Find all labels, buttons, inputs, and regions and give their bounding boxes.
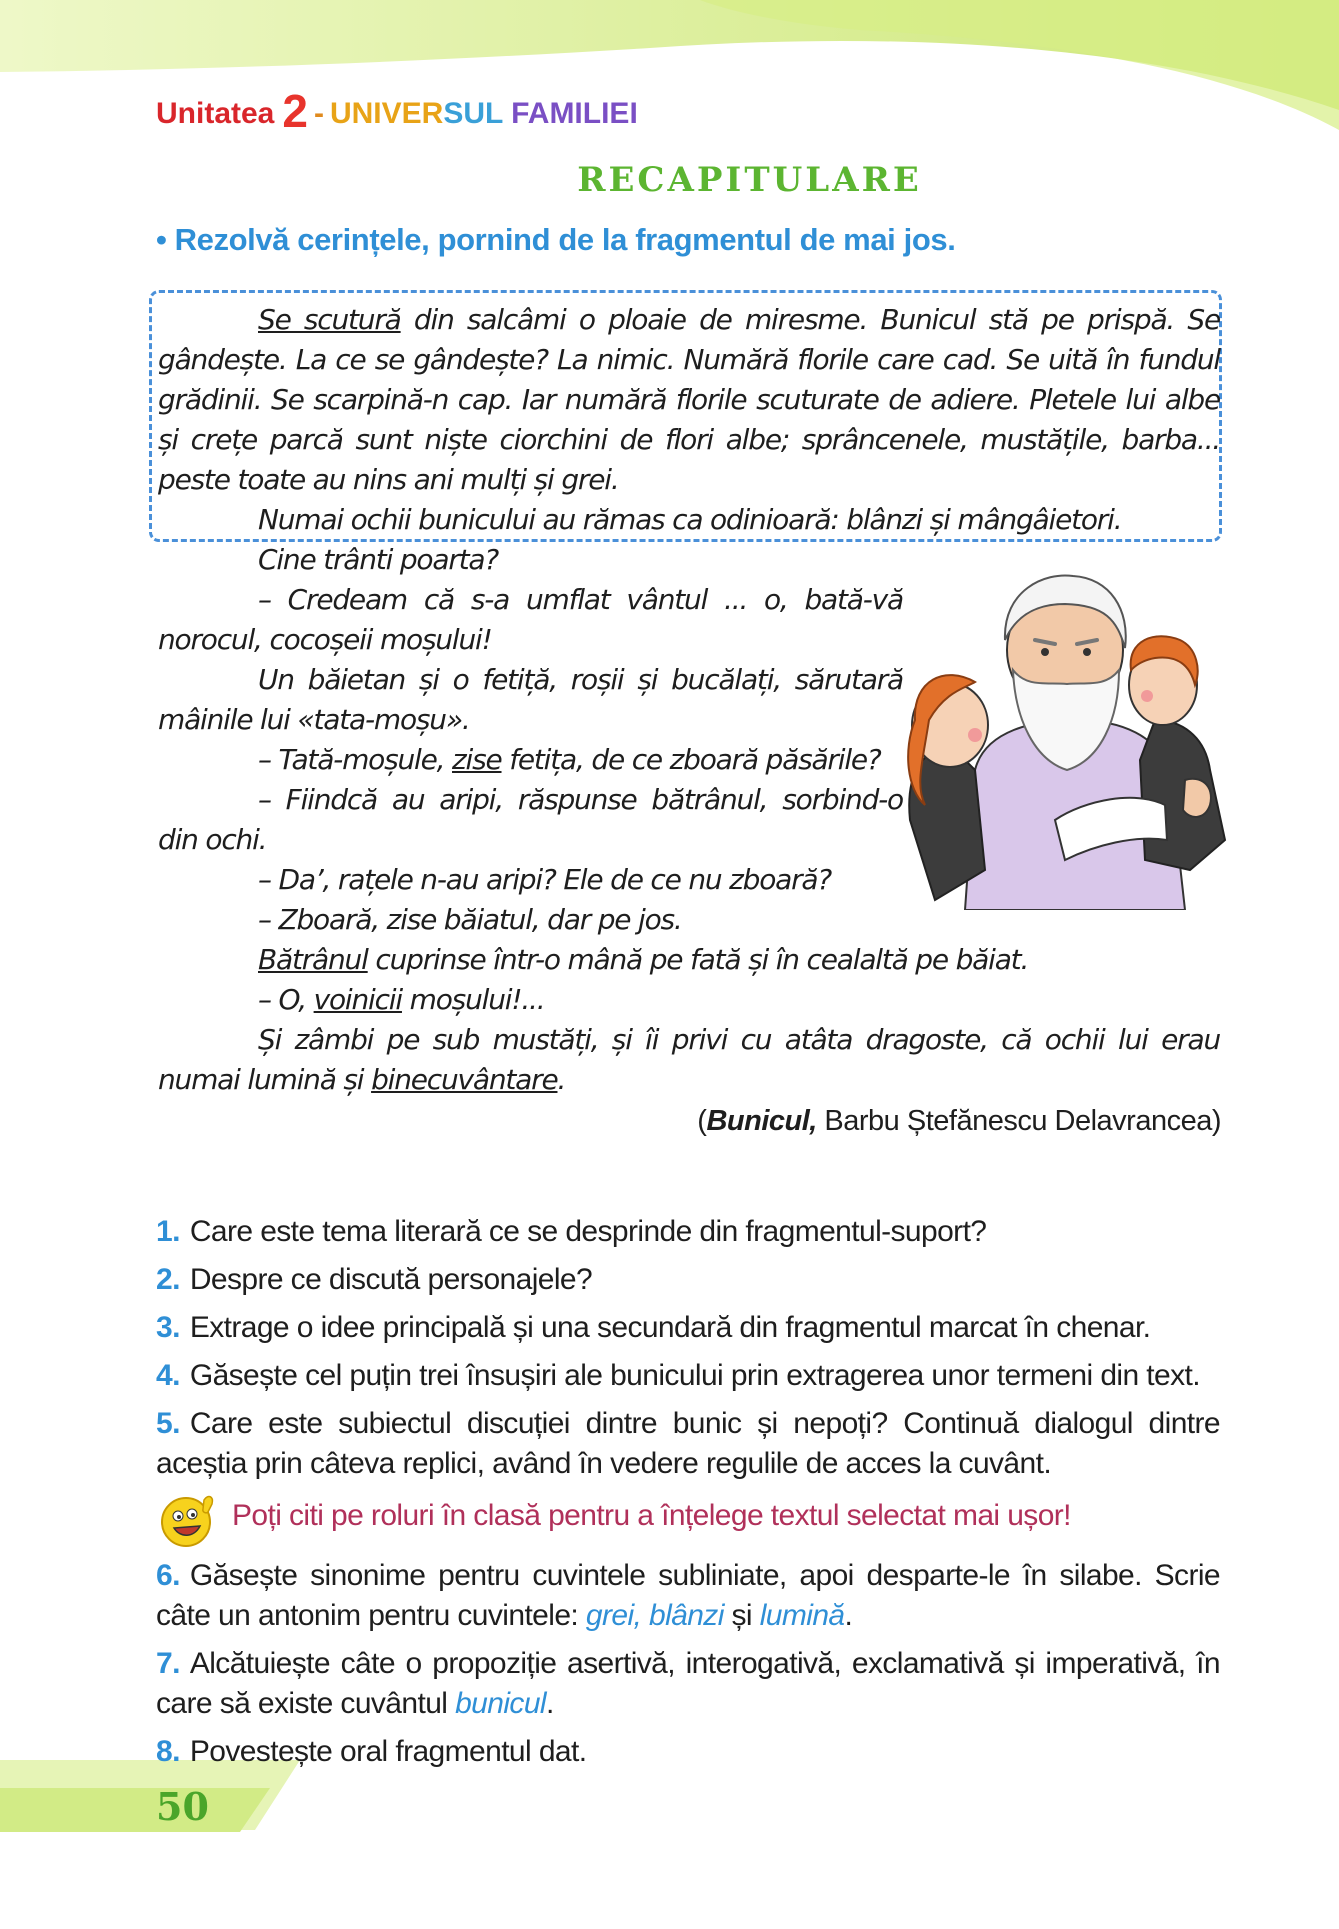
excerpt-paragraph: Numai ochii bunicului au rămas ca odinioară: blânzi și mângâietori. (258, 503, 1122, 536)
smiley-icon (156, 1490, 220, 1548)
excerpt-paragraph: – Tată-moșule, zise fetița, de ce zboară păsările? (258, 743, 881, 776)
questions-list (156, 1212, 1220, 1780)
unit-header (156, 84, 638, 138)
list-item: 4. Găsește cel puțin trei însușiri ale bunicului prin extragerea unor termeni din text. (156, 1359, 1200, 1392)
excerpt-paragraph: Se scutură din salcâmi o ploaie de miresme. Bunicul stă pe prispă. Se gândește. La ce se gândește? La nimic. Numără florile care cad. Se uită în fundul grădinii. Se scarpină-n cap. Iar numără florile scuturate de adiere. Pletele lui albe și crețe parcă sunt niște ciorchini de flori albe; sprâncenele, mustățile, barba... peste toate au nins ani mulți și grei. (158, 303, 1220, 496)
list-item: 6. Găsește sinonime pentru cuvintele subliniate, apoi desparte-le în silabe. Scrie câte un antonim pentru cuvintele: grei, blânzi și lumină. (156, 1559, 1220, 1632)
excerpt-paragraph: Un băietan și o fetiță, roșii și bucălați, sărutară mâinile lui «tata-moșu». (158, 663, 903, 736)
list-item: 2. Despre ce discută personajele? (156, 1263, 593, 1296)
excerpt-paragraph: – Zboară, zise băiatul, dar pe jos. (258, 903, 682, 936)
excerpt-paragraph: – Credeam că s-a umflat vântul ... o, bată-vă norocul, cocoșeii moșului! (158, 583, 903, 656)
list-item: 3. Extrage o idee principală și una secundară din fragmentul marcat în chenar. (156, 1311, 1151, 1344)
unit-label: Unitatea (156, 97, 275, 130)
section-title: RECAPITULARE (577, 160, 922, 200)
excerpt-paragraph: – O, voinicii moșului!... (258, 983, 545, 1016)
list-item: 8. Povestește oral fragmentul dat. (156, 1735, 587, 1768)
grandfather-children-illustration (905, 570, 1235, 910)
list-item: 5. Care este subiectul discuției dintre bunic și nepoți? Continuă dialogul dintre aceștia prin câteva replici, având în vedere regulile de acces la cuvânt. (156, 1407, 1220, 1480)
excerpt-paragraph: Bătrânul cuprinse într-o mână pe fată și în cealaltă pe băiat. (258, 943, 1029, 976)
page-number: 50 (156, 1784, 209, 1829)
unit-title: UNIVERSUL FAMILIEI (329, 97, 638, 130)
list-item: 1. Care este tema literară ce se desprinde din fragmentul-suport? (156, 1215, 987, 1248)
tip-text: Poți citi pe roluri în clasă pentru a înțelege textul selectat mai ușor! (232, 1499, 1071, 1532)
tip-note (156, 1492, 1220, 1542)
excerpt-paragraph: Și zâmbi pe sub mustăți, și îi privi cu atâta dragoste, că ochii lui erau numai lumină și binecuvântare. (158, 1023, 1220, 1096)
unit-number: 2 (282, 85, 308, 137)
citation: (Bunicul, Barbu Ștefănescu Delavrancea) (697, 1105, 1221, 1137)
unit-separator: - (313, 97, 324, 130)
excerpt-paragraph: Cine trânti poarta? (258, 543, 499, 576)
excerpt-paragraph: – Da’, rațele n-au aripi? Ele de ce nu zboară? (258, 863, 832, 896)
instruction-text: • Rezolvă cerințele, pornind de la fragmentul de mai jos. (156, 222, 956, 257)
list-item: 7. Alcătuiește câte o propoziție asertivă, interogativă, exclamativă și imperativă, în care să existe cuvântul bunicul. (156, 1647, 1220, 1720)
excerpt-paragraph: – Fiindcă au aripi, răspunse bătrânul, sorbind-o din ochi. (158, 783, 903, 856)
